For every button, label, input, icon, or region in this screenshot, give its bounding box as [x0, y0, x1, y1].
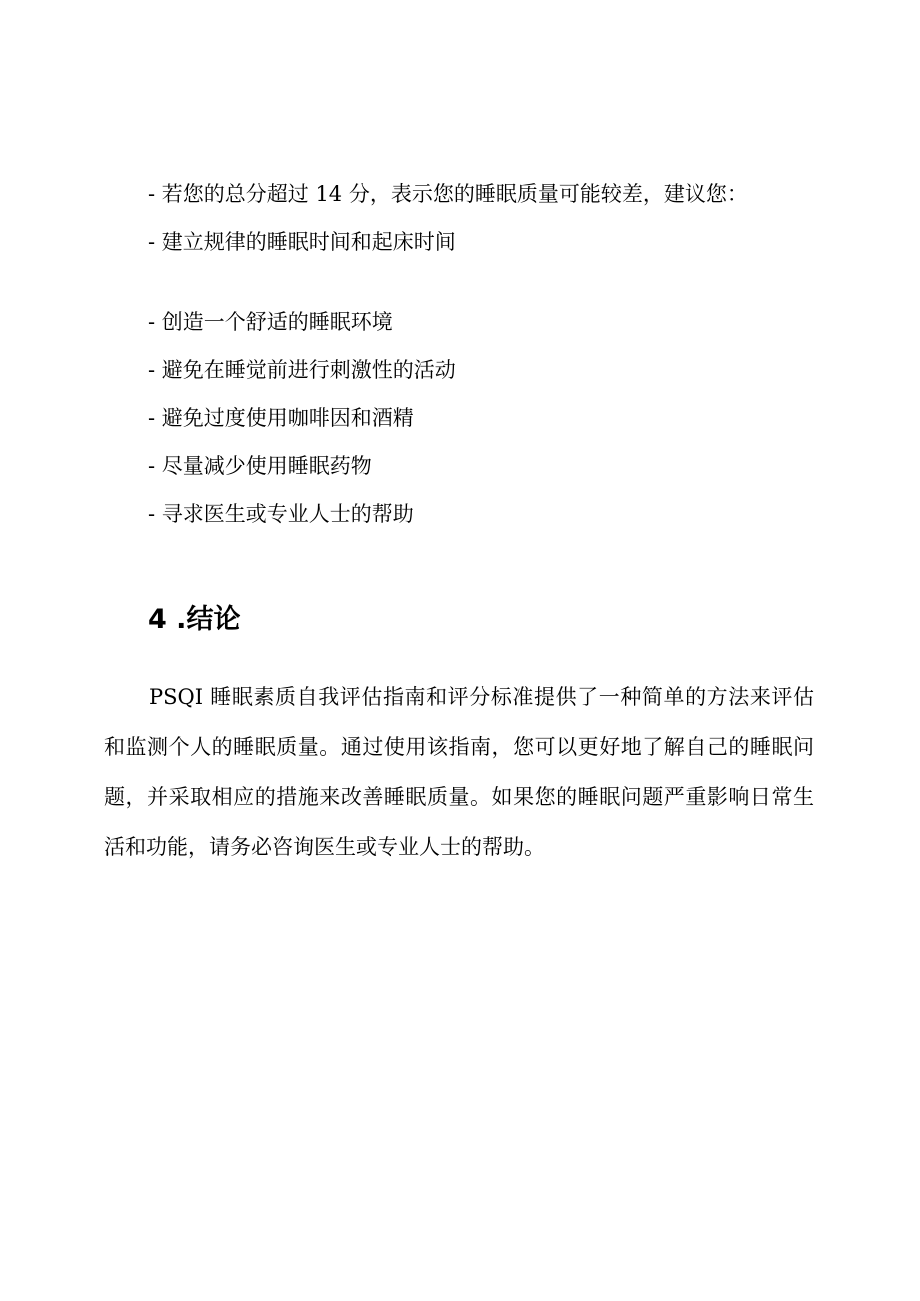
conclusion-paragraph: PSQI 睡眠素质自我评估指南和评分标准提供了一种简单的方法来评估和监测个人的睡眠质量。通过使用该指南，您可以更好地了解自己的睡眠问题，并采取相应的措施来改善睡眠质量。如果您的睡眠问题严重影响日常生活和功能，请务必咨询医生或专业人士的帮助。: [104, 685, 814, 859]
list-item: - 若您的总分超过 14 分，表示您的睡眠质量可能较差，建议您：: [148, 182, 748, 206]
list-item: - 寻求医生或专业人士的帮助: [148, 502, 414, 526]
list-item: - 避免在睡觉前进行刺激性的活动: [148, 358, 456, 382]
list-item: - 避免过度使用咖啡因和酒精: [148, 406, 414, 430]
list-item: - 建立规律的睡眠时间和起床时间: [148, 230, 456, 254]
section-heading: 4 .结论: [148, 604, 241, 635]
list-item: - 尽量减少使用睡眠药物: [148, 454, 372, 478]
recommendation-list: [148, 170, 848, 538]
list-item: - 创造一个舒适的睡眠环境: [148, 310, 393, 334]
